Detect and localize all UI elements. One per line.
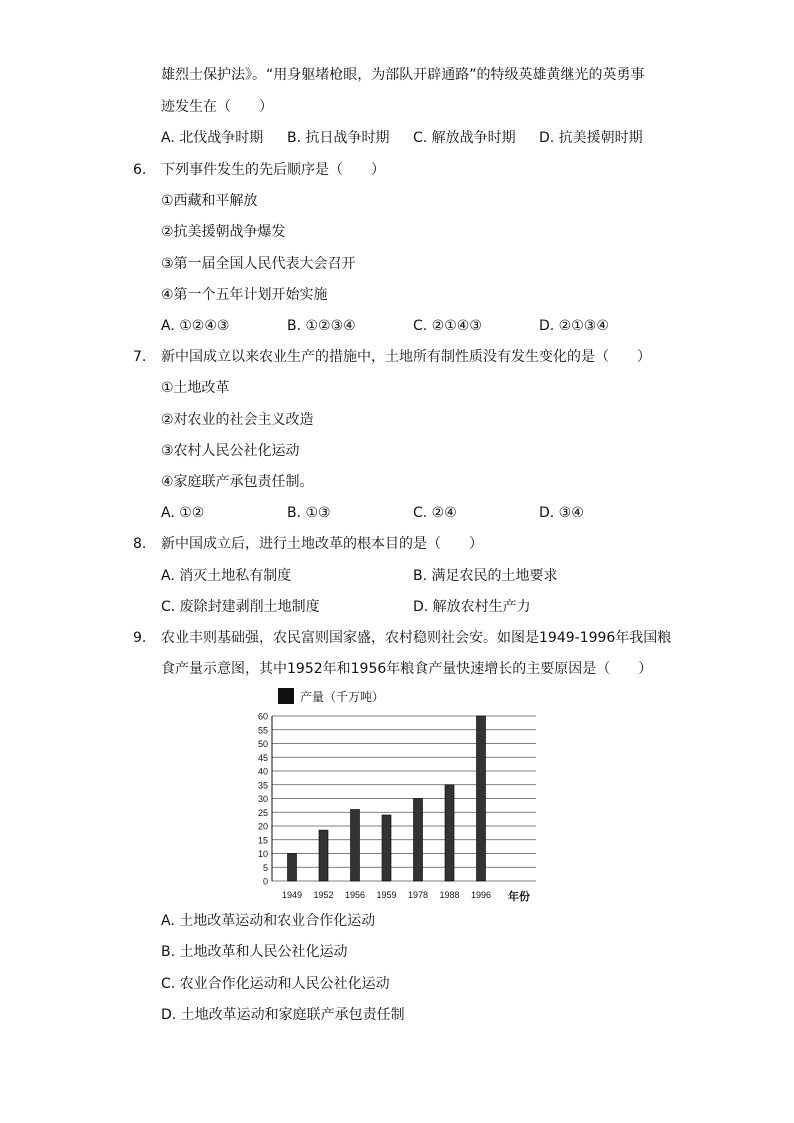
q6-option-b[interactable]: B. ①②③④ xyxy=(287,318,356,334)
q9-stem-line1: 农业丰则基础强，农民富则国家盛，农村稳则社会安。如图是1949-1996年我国粮 xyxy=(161,630,672,646)
y-tick-label: 35 xyxy=(257,780,268,791)
y-tick-label: 20 xyxy=(257,821,268,832)
chart-legend xyxy=(278,688,384,704)
q9-option-b[interactable]: B. 土地改革和人民公社化运动 xyxy=(161,944,348,960)
bar-1988 xyxy=(445,785,454,881)
q6-option-d[interactable]: D. ②①③④ xyxy=(539,318,609,334)
legend-swatch xyxy=(278,688,294,704)
bar-1952 xyxy=(319,830,328,881)
q8-option-d[interactable]: D. 解放农村生产力 xyxy=(413,599,531,615)
q6-option-a[interactable]: A. ①②④③ xyxy=(161,318,230,334)
q7-item-4: ④家庭联产承包责任制。 xyxy=(161,474,314,490)
q8-option-a[interactable]: A. 消灭土地私有制度 xyxy=(161,568,292,584)
bar-1956 xyxy=(351,810,360,882)
q5-option-b[interactable]: B. 抗日战争时期 xyxy=(287,130,390,146)
x-tick-label: 1996 xyxy=(470,890,492,900)
q9-stem-line2: 食产量示意图，其中1952年和1956年粮食产量快速增长的主要原因是（ ） xyxy=(161,661,653,677)
bar-1978 xyxy=(414,799,423,882)
q8-option-b[interactable]: B. 满足农民的土地要求 xyxy=(413,568,558,584)
q6-item-4: ④第一个五年计划开始实施 xyxy=(161,287,328,303)
x-tick-label: 1952 xyxy=(313,890,334,900)
q7-option-d[interactable]: D. ③④ xyxy=(539,505,584,521)
q6-number: 6. xyxy=(133,162,147,178)
q5-stem-line2: 迹发生在（ ） xyxy=(161,99,273,115)
q9-number: 9. xyxy=(133,630,147,646)
q5-option-c[interactable]: C. 解放战争时期 xyxy=(413,130,516,146)
x-axis-title: 年份 xyxy=(508,891,530,903)
q7-number: 7. xyxy=(133,349,147,365)
q6-stem: 下列事件发生的先后顺序是（ ） xyxy=(161,162,385,178)
y-tick-label: 40 xyxy=(257,766,268,777)
y-tick-label: 45 xyxy=(257,752,268,763)
y-tick-label: 50 xyxy=(257,739,268,749)
q7-item-1: ①土地改革 xyxy=(161,380,230,396)
y-tick-label: 25 xyxy=(257,807,268,818)
y-tick-label: 30 xyxy=(257,794,268,804)
q5-stem-line1: 雄烈士保护法》。“用身躯堵枪眼，为部队开辟通路”的特级英雄黄继光的英勇事 xyxy=(161,67,645,83)
q7-stem: 新中国成立以来农业生产的措施中，土地所有制性质没有发生变化的是（ ） xyxy=(161,349,651,365)
x-tick-label: 1988 xyxy=(439,890,460,900)
x-tick-label: 1956 xyxy=(344,890,366,900)
q5-option-a[interactable]: A. 北伐战争时期 xyxy=(161,130,264,146)
q7-option-c[interactable]: C. ②④ xyxy=(413,505,457,521)
bar-1959 xyxy=(382,815,391,881)
bar-1996 xyxy=(477,716,486,881)
q7-option-a[interactable]: A. ①② xyxy=(161,505,205,521)
y-tick-label: 0 xyxy=(262,876,268,887)
q6-item-2: ②抗美援朝战争爆发 xyxy=(161,224,286,240)
q8-stem: 新中国成立后，进行土地改革的根本目的是（ ） xyxy=(161,536,483,552)
y-tick-label: 60 xyxy=(257,711,268,722)
q9-option-d[interactable]: D. 土地改革运动和家庭联产承包责任制 xyxy=(161,1007,405,1023)
legend-label: 产量（千万吨） xyxy=(300,690,385,704)
q6-option-c[interactable]: C. ②①④③ xyxy=(413,318,482,334)
x-tick-label: 1959 xyxy=(376,890,397,900)
q8-option-c[interactable]: C. 废除封建剥削土地制度 xyxy=(161,599,320,615)
q5-option-d[interactable]: D. 抗美援朝时期 xyxy=(539,130,643,146)
y-tick-label: 5 xyxy=(262,862,268,873)
y-tick-label: 10 xyxy=(257,849,268,859)
q7-option-b[interactable]: B. ①③ xyxy=(287,505,331,521)
bar-1949 xyxy=(288,854,297,882)
q9-option-a[interactable]: A. 土地改革运动和农业合作化运动 xyxy=(161,913,376,929)
q6-item-3: ③第一届全国人民代表大会召开 xyxy=(161,256,356,272)
q7-item-3: ③农村人民公社化运动 xyxy=(161,443,300,459)
grain-output-bar-chart xyxy=(240,682,560,907)
q7-item-2: ②对农业的社会主义改造 xyxy=(161,412,314,428)
x-tick-label: 1949 xyxy=(281,890,303,900)
q8-number: 8. xyxy=(133,536,147,552)
q6-item-1: ①西藏和平解放 xyxy=(161,193,258,209)
y-tick-label: 15 xyxy=(257,835,268,846)
x-tick-label: 1978 xyxy=(407,890,429,900)
y-tick-label: 55 xyxy=(257,725,268,736)
q9-option-c[interactable]: C. 农业合作化运动和人民公社化运动 xyxy=(161,976,390,992)
